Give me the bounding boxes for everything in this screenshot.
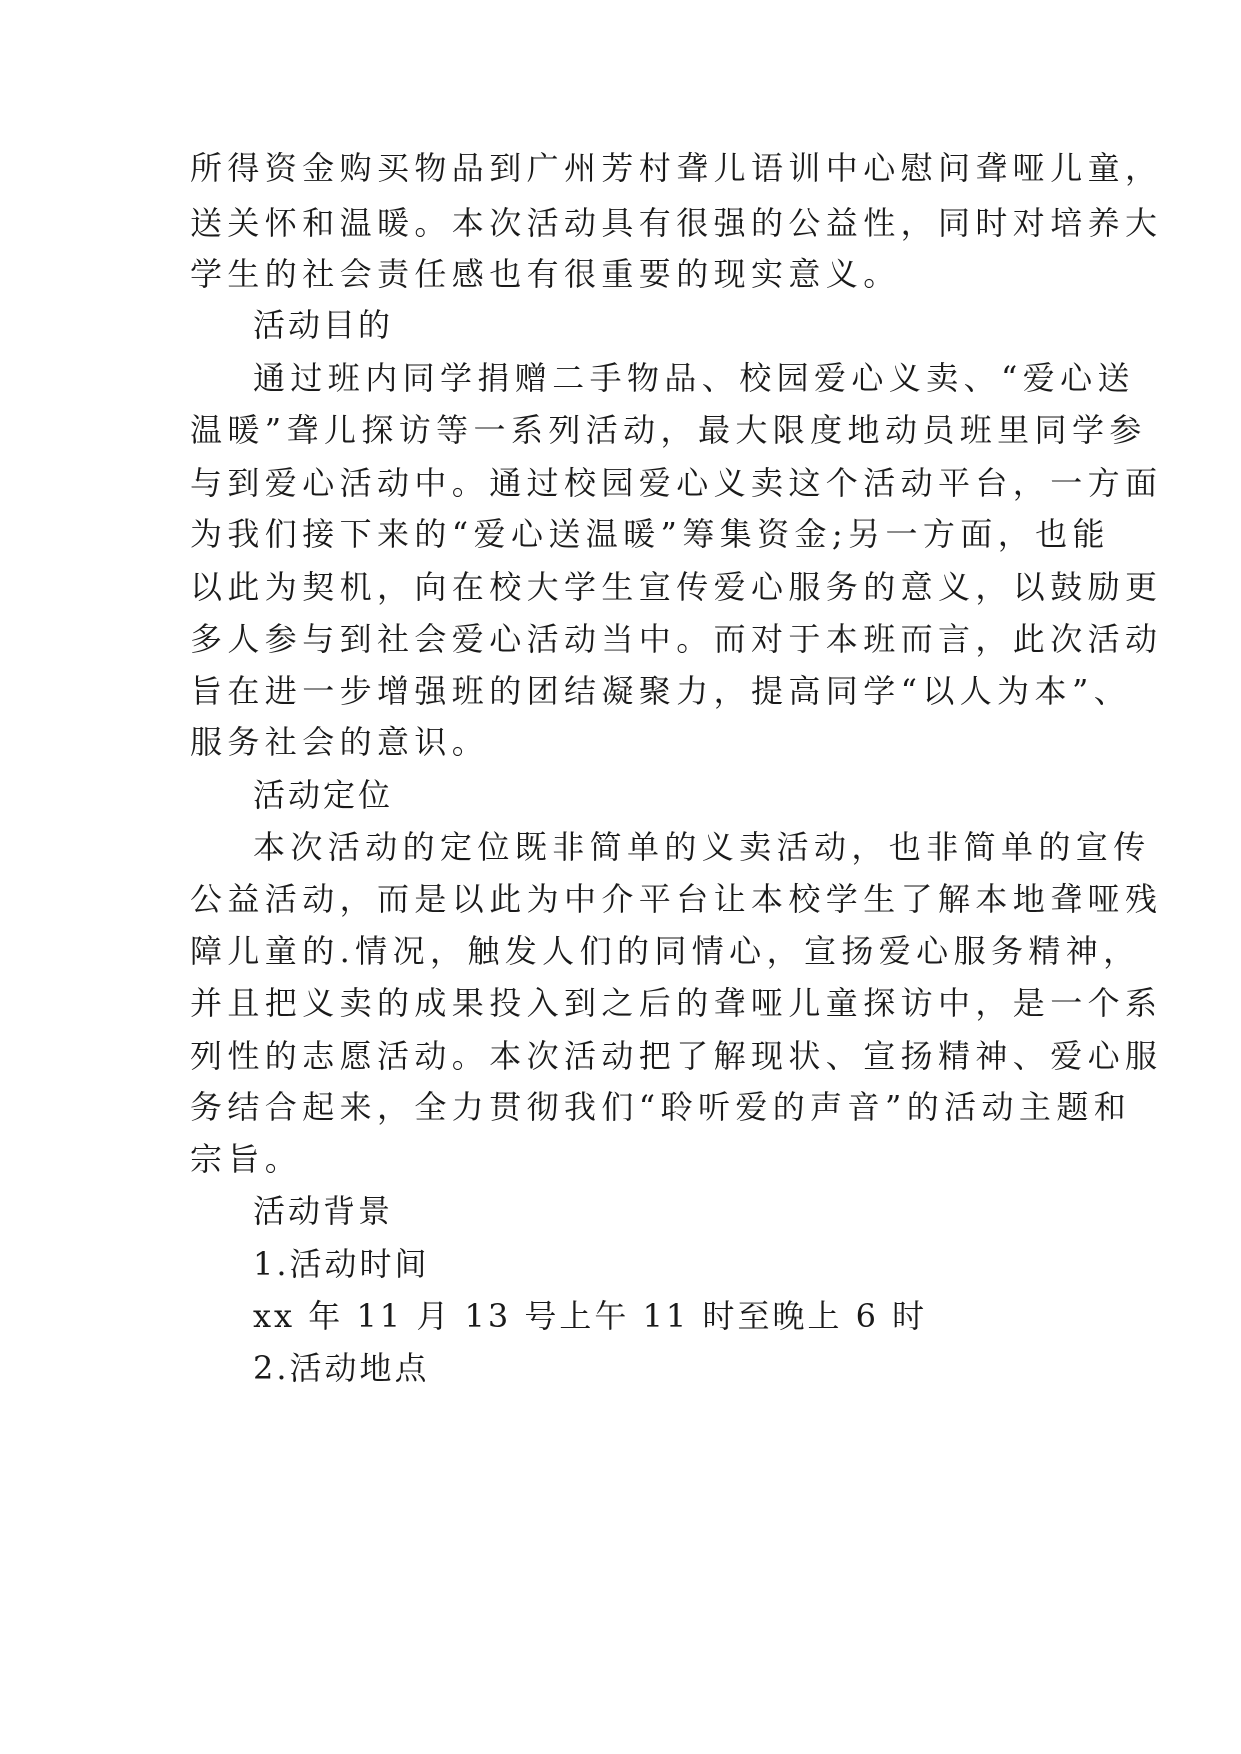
paragraph-line: 以此为契机，向在校大学生宣传爱心服务的意义，以鼓励更 (190, 568, 1163, 606)
paragraph-line: 务结合起来，全力贯彻我们“聆听爱的声音”的活动主题和 (190, 1088, 1132, 1126)
paragraph-line: 送关怀和温暖。本次活动具有很强的公益性，同时对培养大 (190, 204, 1163, 242)
paragraph-line: 并且把义卖的成果投入到之后的聋哑儿童探访中，是一个系 (190, 984, 1163, 1022)
activity-time-value: xx 年 11 月 13 号上午 11 时至晚上 6 时 (253, 1297, 928, 1335)
paragraph-line: 宗旨。 (190, 1140, 303, 1178)
paragraph-line: 通过班内同学捐赠二手物品、校园爱心义卖、“爱心送 (253, 359, 1135, 397)
paragraph-line: 旨在进一步增强班的团结凝聚力，提高同学“以人为本”、 (190, 672, 1132, 710)
paragraph-line: 列性的志愿活动。本次活动把了解现状、宣扬精神、爱心服 (190, 1037, 1163, 1075)
paragraph-line: 多人参与到社会爱心活动当中。而对于本班而言，此次活动 (190, 620, 1163, 658)
paragraph-line: 公益活动，而是以此为中介平台让本校学生了解本地聋哑残 (190, 880, 1163, 918)
section-heading-background: 活动背景 (253, 1192, 394, 1230)
paragraph-line: 障儿童的.情况，触发人们的同情心，宣扬爱心服务精神， (190, 932, 1141, 970)
paragraph-line: 与到爱心活动中。通过校园爱心义卖这个活动平台，一方面 (190, 464, 1163, 502)
paragraph-line: 本次活动的定位既非简单的义卖活动，也非简单的宣传 (253, 828, 1151, 866)
paragraph-line: 服务社会的意识。 (190, 723, 490, 761)
list-item-time-heading: 1.活动时间 (253, 1245, 430, 1283)
paragraph-line: 为我们接下来的“爱心送温暖”筹集资金;另一方面，也能 (190, 515, 1110, 553)
list-item-location-heading: 2.活动地点 (253, 1349, 430, 1387)
paragraph-line: 温暖”聋儿探访等一系列活动，最大限度地动员班里同学参 (190, 411, 1147, 449)
section-heading-positioning: 活动定位 (253, 776, 394, 814)
section-heading-purpose: 活动目的 (253, 306, 394, 344)
paragraph-line: 学生的社会责任感也有很重要的现实意义。 (190, 255, 901, 293)
paragraph-line: 所得资金购买物品到广州芳村聋儿语训中心慰问聋哑儿童， (190, 149, 1163, 187)
